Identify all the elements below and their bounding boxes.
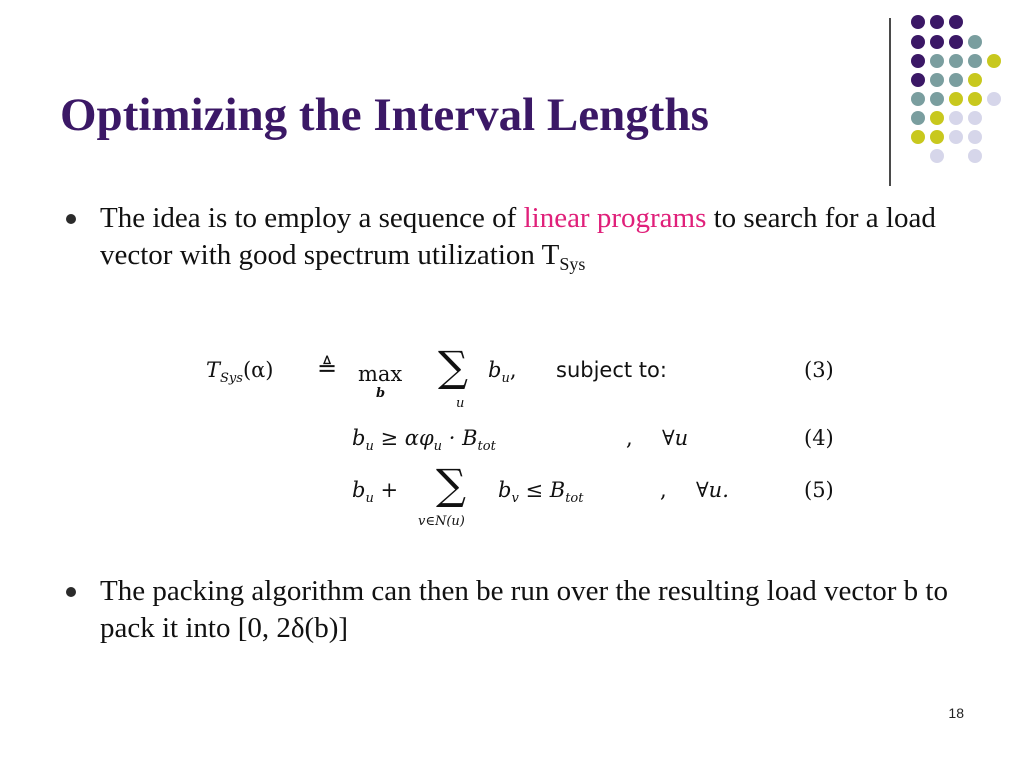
bullet-icon [66, 587, 76, 597]
decorative-dot [968, 92, 982, 106]
eq-forall-3: ∀u. [696, 478, 729, 502]
slide-title: Optimizing the Interval Lengths [60, 89, 709, 141]
decorative-dot [968, 149, 982, 163]
eq-constraint-2-lhs: $b_u$ + [352, 478, 399, 507]
decorative-dot [930, 149, 944, 163]
decorative-dot [911, 130, 925, 144]
decorative-dot [930, 111, 944, 125]
eq-sum-symbol-1: ∑ [438, 342, 468, 391]
eq-term: $b_u$, [488, 358, 517, 387]
decorative-dot [949, 111, 963, 125]
decorative-dot [949, 15, 963, 29]
decorative-dot [911, 111, 925, 125]
decorative-dot [968, 54, 982, 68]
page-number: 18 [948, 705, 964, 721]
title-divider-line [889, 18, 891, 186]
decorative-dot [949, 130, 963, 144]
eq-number-4: (4) [804, 426, 834, 450]
decorative-dot [911, 54, 925, 68]
decorative-dot [949, 35, 963, 49]
eq-sum-sub-2: v∈N(u) [418, 514, 465, 529]
eq-max-sub: b [376, 386, 386, 401]
eq-forall-2: ∀u [662, 426, 689, 450]
eq-subject-to: subject to: [556, 358, 667, 382]
decorative-dot [930, 54, 944, 68]
decorative-dot [930, 35, 944, 49]
eq-sum-symbol-2: ∑ [436, 460, 466, 509]
bullet-1-text-after: to search for a load vector with good spectrum utilization T [100, 202, 936, 271]
eq-sum-sub-1: u [456, 396, 465, 411]
eq-defeq-symbol: ≜ [317, 354, 338, 382]
decorative-dot [949, 92, 963, 106]
decorative-dot [968, 130, 982, 144]
bullet-1-subscript: Sys [559, 254, 586, 274]
decorative-dot [968, 111, 982, 125]
decorative-dot [911, 15, 925, 29]
eq-constraint-2-rhs: $b_v \le B_{tot}$ [498, 478, 584, 507]
decorative-dot [930, 92, 944, 106]
eq-number-3: (3) [804, 358, 834, 382]
decorative-dot [911, 92, 925, 106]
decorative-dot [930, 130, 944, 144]
eq-max: max [358, 362, 403, 386]
decorative-dot [930, 73, 944, 87]
decorative-dot [968, 35, 982, 49]
bullet-icon [66, 214, 76, 224]
decorative-dot [930, 15, 944, 29]
decorative-dot [987, 54, 1001, 68]
eq-comma-3: , [660, 478, 667, 502]
decorative-dot [911, 73, 925, 87]
eq-comma-2: , [626, 426, 633, 450]
decorative-dot [968, 73, 982, 87]
bullet-1-highlight: linear programs [523, 202, 707, 234]
bullet-1-text-before: The idea is to employ a sequence of [100, 202, 524, 234]
optimization-equation-block [200, 340, 860, 540]
eq-constraint-1: $b_u \ge \alpha\varphi_u \cdot B_{tot}$ [352, 426, 496, 455]
decorative-dot [987, 92, 1001, 106]
decorative-dot [911, 35, 925, 49]
bullet-text-1 [100, 200, 950, 283]
decorative-dot [949, 54, 963, 68]
bullet-text-2: The packing algorithm can then be run over the resulting load vector b to pack it into [0, 2δ(b)] [100, 575, 948, 644]
eq-number-5: (5) [804, 478, 834, 502]
decorative-dot [949, 73, 963, 87]
eq-lhs: $T_{Sys}(\alpha)$ [206, 358, 274, 387]
